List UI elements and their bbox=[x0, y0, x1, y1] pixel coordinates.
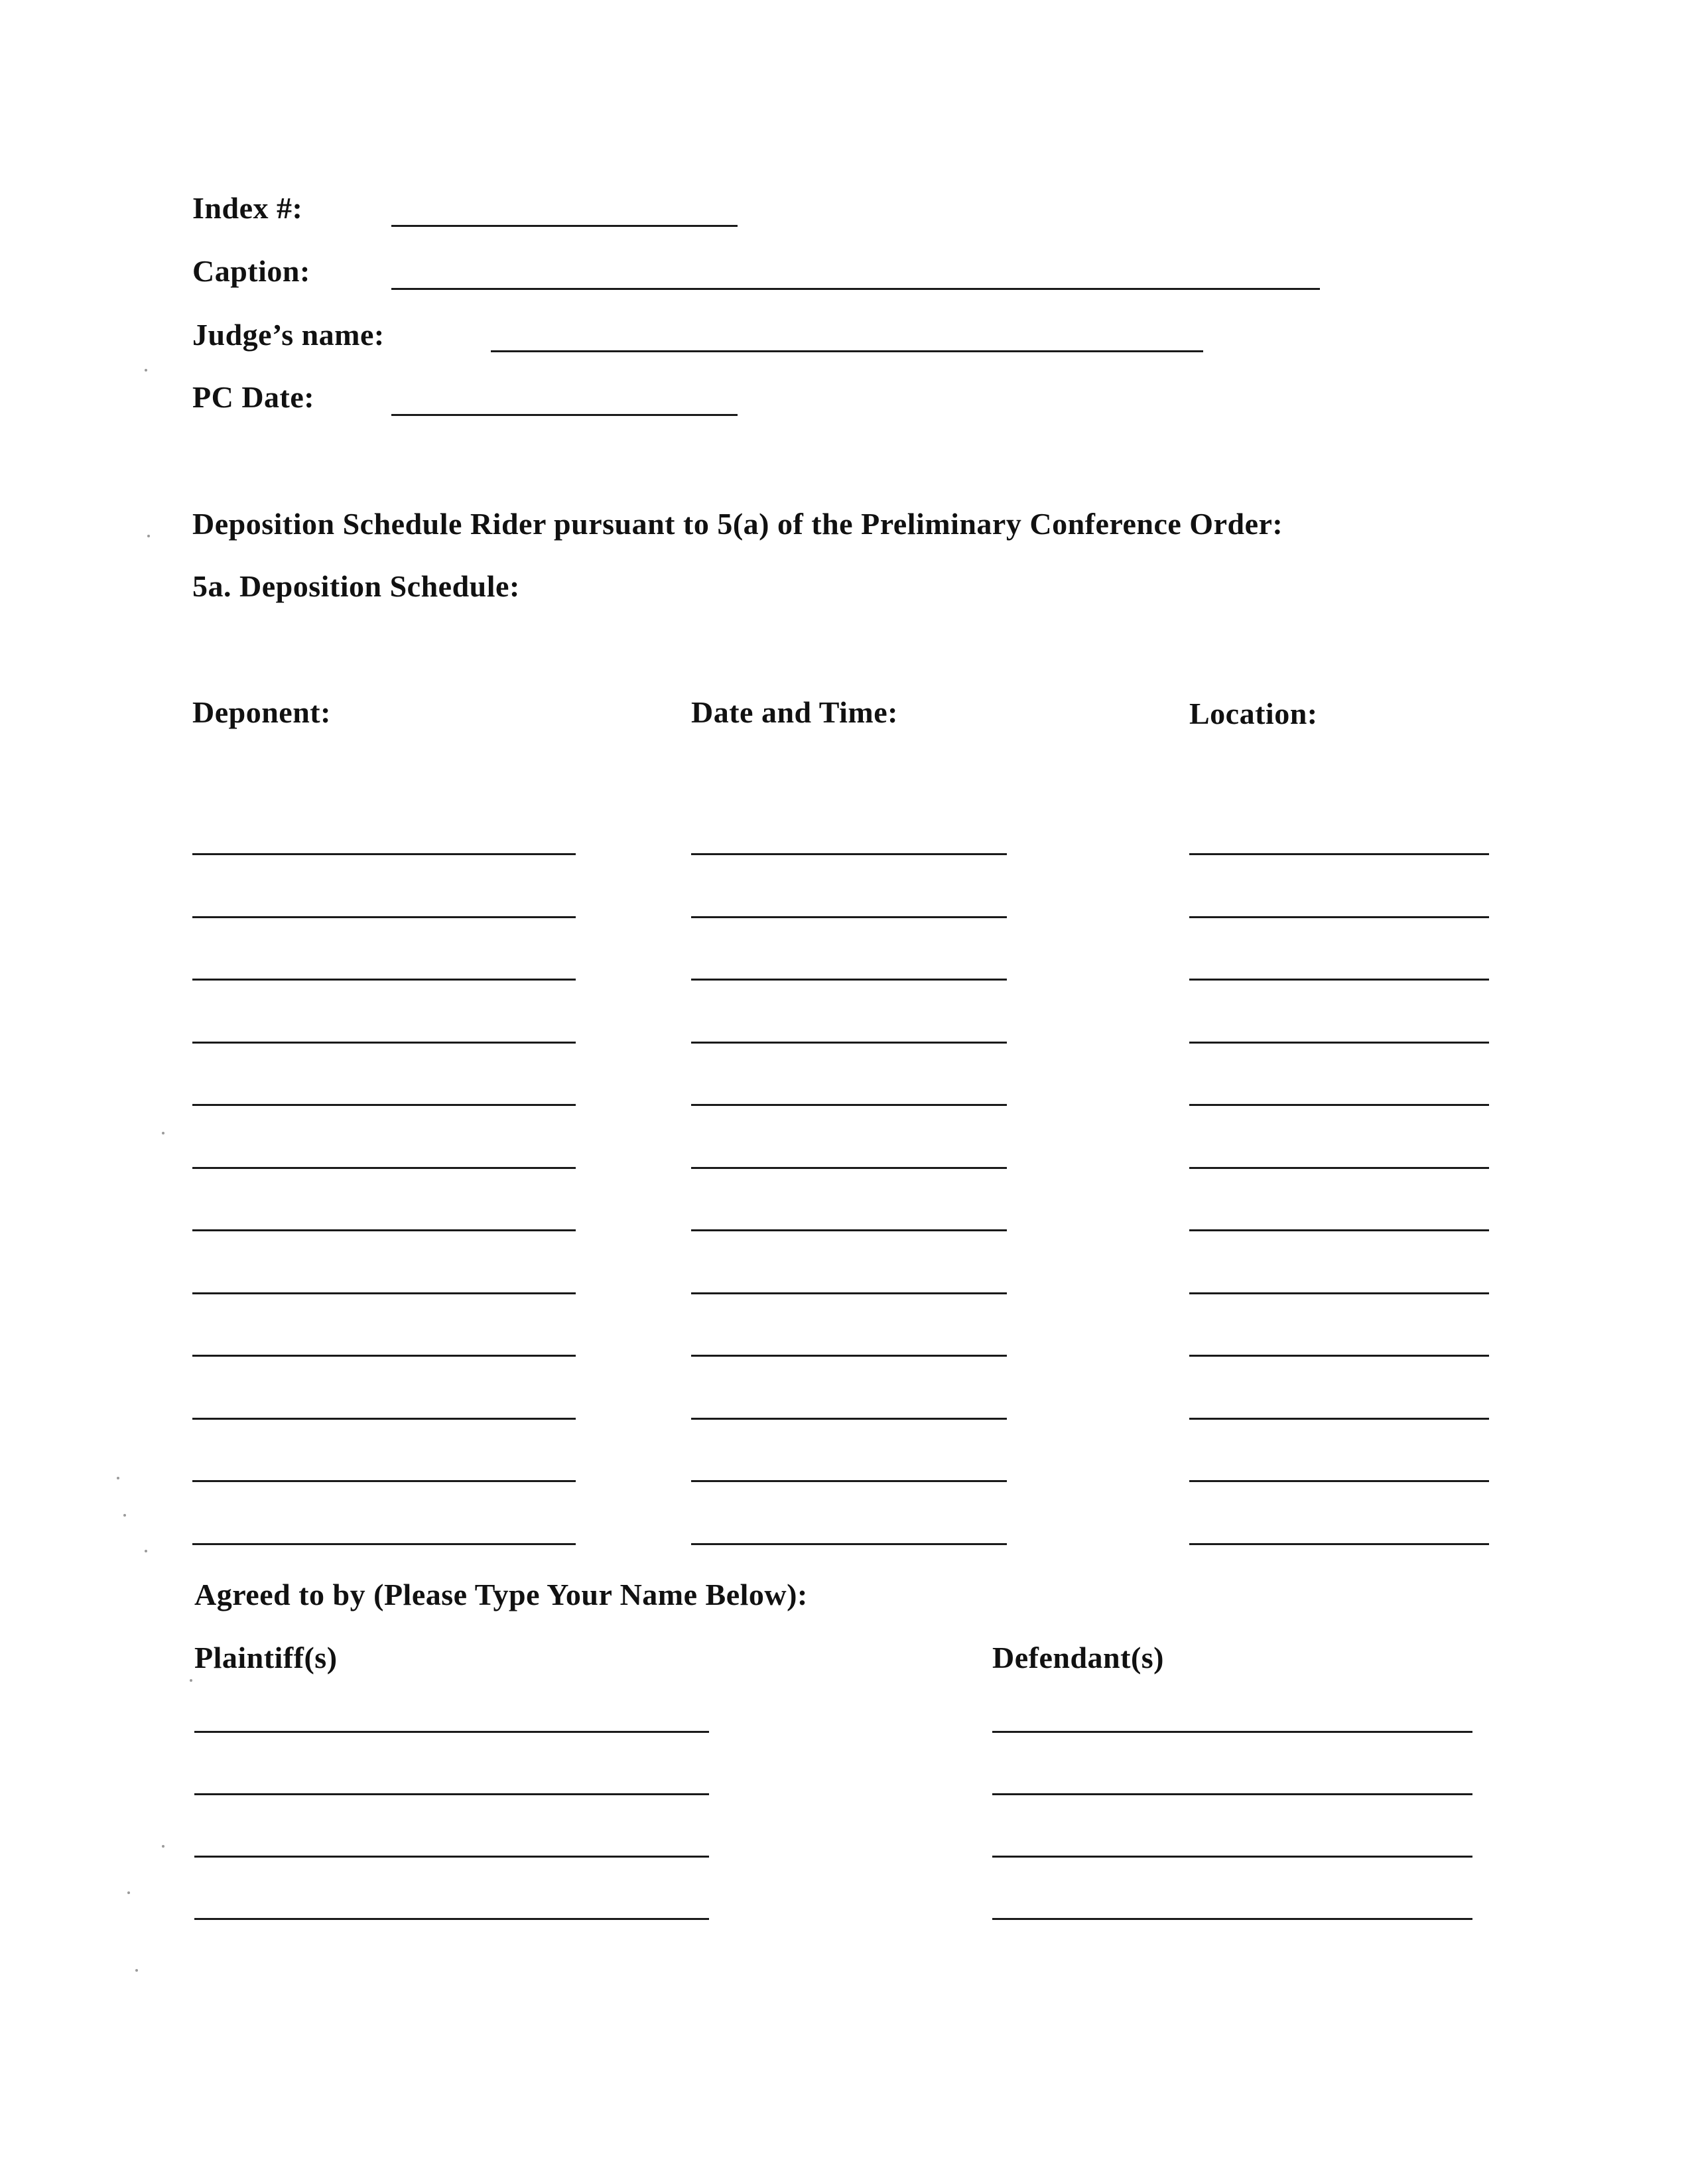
location-field[interactable] bbox=[1189, 916, 1489, 918]
caption-label: Caption: bbox=[192, 254, 310, 288]
location-field[interactable] bbox=[1189, 1042, 1489, 1044]
pc-date-field[interactable] bbox=[391, 414, 738, 416]
scan-speck bbox=[145, 369, 147, 372]
date-time-field[interactable] bbox=[691, 979, 1007, 981]
date-time-field[interactable] bbox=[691, 1418, 1007, 1420]
deponent-field[interactable] bbox=[192, 1355, 576, 1357]
scan-speck bbox=[123, 1514, 126, 1517]
date-time-field[interactable] bbox=[691, 1543, 1007, 1545]
deponent-field[interactable] bbox=[192, 916, 576, 918]
scan-speck bbox=[162, 1132, 164, 1134]
location-field[interactable] bbox=[1189, 979, 1489, 981]
plaintiff-name-field[interactable] bbox=[194, 1793, 709, 1795]
location-field[interactable] bbox=[1189, 1229, 1489, 1231]
date-time-field[interactable] bbox=[691, 1355, 1007, 1357]
defendant-label: Defendant(s) bbox=[992, 1641, 1164, 1674]
location-field[interactable] bbox=[1189, 853, 1489, 855]
deponent-field[interactable] bbox=[192, 853, 576, 855]
scan-speck bbox=[147, 535, 150, 537]
date-time-field[interactable] bbox=[691, 1292, 1007, 1294]
location-field[interactable] bbox=[1189, 1418, 1489, 1420]
plaintiff-name-field[interactable] bbox=[194, 1731, 709, 1733]
scan-speck bbox=[162, 1845, 164, 1848]
defendant-name-field[interactable] bbox=[992, 1731, 1472, 1733]
deponent-field[interactable] bbox=[192, 1167, 576, 1169]
location-field[interactable] bbox=[1189, 1104, 1489, 1106]
date-time-field[interactable] bbox=[691, 1480, 1007, 1482]
scan-speck bbox=[127, 1891, 130, 1894]
judge-name-field[interactable] bbox=[491, 350, 1203, 352]
caption-field[interactable] bbox=[391, 288, 1320, 290]
deponent-field[interactable] bbox=[192, 979, 576, 981]
date-time-field[interactable] bbox=[691, 1229, 1007, 1231]
deponent-field[interactable] bbox=[192, 1104, 576, 1106]
date-time-field[interactable] bbox=[691, 1042, 1007, 1044]
location-field[interactable] bbox=[1189, 1167, 1489, 1169]
judge-name-label: Judge’s name: bbox=[192, 318, 385, 352]
date-time-field[interactable] bbox=[691, 1104, 1007, 1106]
location-field[interactable] bbox=[1189, 1355, 1489, 1357]
scan-speck bbox=[117, 1477, 119, 1479]
column-header-date-time: Date and Time: bbox=[691, 695, 898, 729]
location-field[interactable] bbox=[1189, 1480, 1489, 1482]
plaintiff-label: Plaintiff(s) bbox=[194, 1641, 338, 1674]
rider-title: Deposition Schedule Rider pursuant to 5(a) of the Preliminary Conference Order: bbox=[192, 507, 1283, 541]
scan-speck bbox=[135, 1969, 138, 1972]
column-header-location: Location: bbox=[1189, 697, 1318, 730]
deponent-field[interactable] bbox=[192, 1480, 576, 1482]
location-field[interactable] bbox=[1189, 1292, 1489, 1294]
rider-subtitle: 5a. Deposition Schedule: bbox=[192, 569, 520, 603]
location-field[interactable] bbox=[1189, 1543, 1489, 1545]
date-time-field[interactable] bbox=[691, 853, 1007, 855]
defendant-name-field[interactable] bbox=[992, 1793, 1472, 1795]
deponent-field[interactable] bbox=[192, 1418, 576, 1420]
plaintiff-name-field[interactable] bbox=[194, 1856, 709, 1858]
deponent-field[interactable] bbox=[192, 1292, 576, 1294]
index-label: Index #: bbox=[192, 191, 303, 225]
agreement-heading: Agreed to by (Please Type Your Name Below): bbox=[194, 1578, 808, 1611]
date-time-field[interactable] bbox=[691, 916, 1007, 918]
plaintiff-name-field[interactable] bbox=[194, 1918, 709, 1920]
date-time-field[interactable] bbox=[691, 1167, 1007, 1169]
defendant-name-field[interactable] bbox=[992, 1856, 1472, 1858]
defendant-name-field[interactable] bbox=[992, 1918, 1472, 1920]
scan-speck bbox=[190, 1679, 192, 1682]
column-header-deponent: Deponent: bbox=[192, 695, 331, 729]
deponent-field[interactable] bbox=[192, 1543, 576, 1545]
deponent-field[interactable] bbox=[192, 1042, 576, 1044]
pc-date-label: PC Date: bbox=[192, 380, 315, 414]
scan-speck bbox=[145, 1550, 147, 1552]
index-number-field[interactable] bbox=[391, 225, 738, 227]
deponent-field[interactable] bbox=[192, 1229, 576, 1231]
